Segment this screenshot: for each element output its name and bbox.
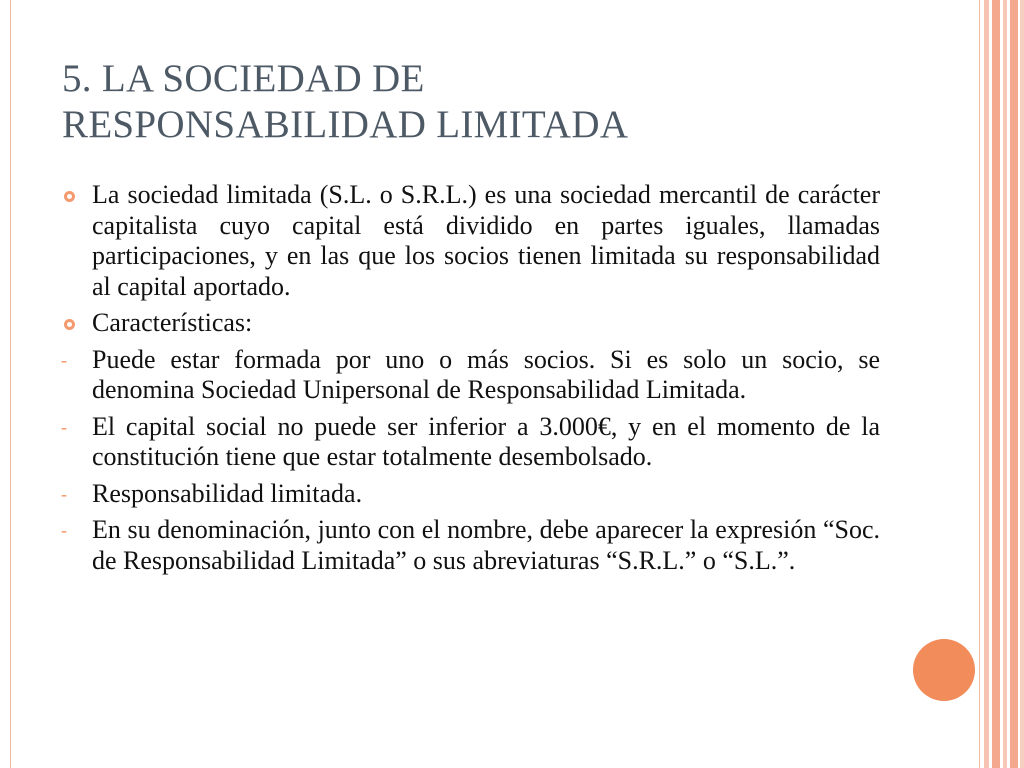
- sub-item: [60, 412, 880, 473]
- accent-circle: [913, 639, 975, 701]
- dash-bullet-icon: -: [61, 416, 67, 437]
- dash-bullet-icon: -: [61, 520, 67, 540]
- title-line-1: 5. LA SOCIEDAD DE: [62, 57, 425, 100]
- circle-bullet-icon: [64, 191, 75, 202]
- stripe: [1020, 0, 1024, 768]
- sub-item-text: En su denominación, junto con el nombre, debe aparecer la expresión “Soc. de Responsabilidad Limitada” o sus abreviaturas “S.R.L.” o “S.L.”.: [92, 515, 880, 575]
- sub-item: [60, 479, 880, 510]
- slide-content: [60, 180, 880, 582]
- bullet-item: [60, 180, 880, 302]
- bullet-item: [60, 308, 880, 339]
- title-line-2: RESPONSABILIDAD LIMITADA: [62, 103, 629, 146]
- slide-title: [62, 56, 922, 148]
- stripe: [984, 0, 989, 768]
- circle-bullet-icon: [64, 319, 75, 330]
- sub-item-text: Responsabilidad limitada.: [92, 478, 363, 508]
- stripe: [1010, 0, 1018, 768]
- bullet-text: Características:: [92, 308, 253, 337]
- dash-bullet-icon: -: [61, 483, 67, 504]
- sub-item: [60, 345, 880, 406]
- sub-item-text: Puede estar formada por uno o más socios. Si es solo un socio, se denomina Sociedad Unipersonal de Responsabilidad Limitada.: [92, 344, 880, 404]
- sub-item-text: El capital social no puede ser inferior a 3.000€, y en el momento de la constitución tiene que estar totalmente desembolsado.: [92, 411, 880, 471]
- sub-item: [60, 515, 880, 576]
- bullet-text: La sociedad limitada (S.L. o S.R.L.) es una sociedad mercantil de carácter capitalista cuyo capital está dividido en partes iguales, llamadas participaciones, y en las que los socios tienen limitada su responsabilidad al capital aportado.: [92, 180, 880, 301]
- decorative-stripes: [982, 0, 1024, 768]
- stripe: [992, 0, 1000, 768]
- dash-bullet-icon: -: [61, 349, 67, 370]
- stripe: [1003, 0, 1007, 768]
